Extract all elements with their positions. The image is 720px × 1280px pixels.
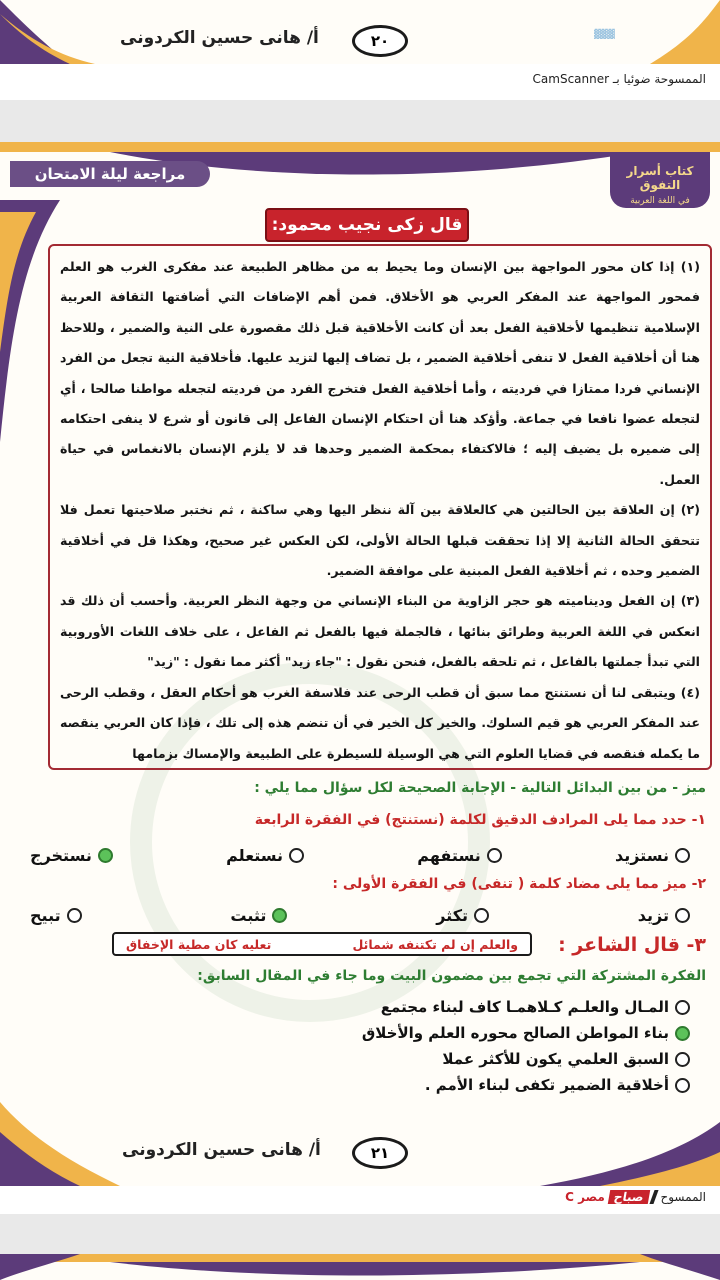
option-label: نستزيد [614,846,669,865]
main-page-number: ٢١ [352,1137,408,1169]
option-label: تكثر [436,906,468,925]
question-3-label: ٣- قال الشاعر : [558,934,706,956]
radio-icon[interactable] [289,848,304,863]
option-label: السبق العلمي يكون للأكثر عملا [442,1050,669,1068]
section-title: قال زكى نجيب محمود: [265,208,469,242]
main-author: أ/ هانى حسين الكردونى [122,1140,321,1160]
q1-option[interactable] [30,846,113,865]
radio-icon[interactable] [474,908,489,923]
option-label: تثبت [230,906,267,925]
logo-title: كتاب أسرار التفوق [626,164,694,192]
logo-subtitle: في اللغة العربية [630,196,690,206]
q3-option[interactable] [362,1024,690,1042]
radio-icon[interactable] [675,1052,690,1067]
radio-selected-icon[interactable] [675,1026,690,1041]
header-label: مراجعة ليلة الامتحان [10,161,210,187]
radio-icon[interactable] [675,908,690,923]
paragraph-4: (٤) ويتبقى لنا أن نستنتج مما سبق أن قطب الرحى عند فلاسفة الغرب هو أحكام العقل ، وقطب الرحى عند المفكر العربي هو قيم السلوك. والخير كل الخير في أن تنضم هذه إلى تلك ، فإذا كان العربي ينقصه ما يكمله فنقصه في قضايا العلوم التي هي الوسيلة للسيطرة على الطبيعة والإمساك بزمامها [60,684,700,761]
brand-red: صباح [608,1190,650,1204]
radio-icon[interactable] [675,1000,690,1015]
brand-rest: مصر C [565,1190,605,1204]
top-author: أ/ هانى حسين الكردونى [120,28,319,48]
option-label: نستفهم [417,846,481,865]
question-1: ١- حدد مما يلى المرادف الدقيق لكلمة (نستنتج) في الفقرة الرابعة [254,812,706,828]
q2-option[interactable] [436,906,489,925]
verse-first: والعلم إن لم تكتنفه شمائل [352,936,518,952]
article-box [48,244,712,770]
q2-option[interactable] [30,906,82,925]
option-label: نستخرج [30,846,92,865]
radio-icon[interactable] [487,848,502,863]
scan-label-bottom [565,1190,706,1204]
instruction: ميز - من بين البدائل التالية - الإجابة الصحيحة لكل سؤال مما يلي : [254,780,706,796]
radio-icon[interactable] [675,1078,690,1093]
top-page [0,0,720,64]
scan-prefix: الممسوح [660,1190,706,1204]
top-page-number: ٢٠ [352,25,408,57]
question-3: الفكرة المشتركة التي تجمع بين مضمون البيت وما جاء في المقال السابق: [197,968,706,984]
option-label: بناء المواطن الصالح محوره العلم والأخلاق [361,1024,669,1042]
radio-icon[interactable] [675,848,690,863]
q2-option[interactable] [638,906,690,925]
verse-second: تعليه كان مطية الإخفاق [126,936,272,952]
scan-label-top: الممسوحة ضوئيا بـ CamScanner [532,72,706,86]
q3-option[interactable] [381,998,690,1016]
q1-option[interactable] [417,846,501,865]
scan-strip-top [0,64,720,100]
paragraph-1: (١) إذا كان محور المواجهة بين الإنسان وما يحيط به من مظاهر الطبيعة عند مفكرى الغرب هو العلم فمحور المواجهة عند المفكر العربي هو الأخلاق. فمن أهم الإضافات التي أضافتها الثقافة العربية الإسلامية تنظيمها لأخلاقية الفعل بعد أن كانت الأخلاقية قبل ذلك مقصورة على النية والضمير ، وللاحظ هنا أن أخلاقية الفعل لا تنفى أخلاقية الضمير ، بل تضاف إليها لتزيد عليها. فأخلاقية النية تجعل من الفرد الإنساني فردا ممتازا في فرديته ، وأما أخلاقية الفعل فتخرج الفرد من فرديته لتجعله مواطنا صالحا ، أي لتجعله عضوا نافعا في جماعة. وأؤكد هنا أن احتكام الإنسان الفاعل إلى قانون أو شرع لا ينفى احتكامه إلى ضميره بل يضيف إليه ؛ فالاكتفاء بمحكمة الضمير وحدها قد لا يلزم الإنسان بالانغماس في حياة العمل. [60,259,700,487]
scan-strip-bottom [0,1186,720,1214]
radio-selected-icon[interactable] [272,908,287,923]
option-label: تزيد [637,906,669,925]
radio-icon[interactable] [67,908,82,923]
paragraph-2: (٢) إن العلاقة بين الحالتين هي كالعلاقة بين آلة ننظر اليها وهي ساكنة ، ثم نختبر صلاحيتها تعمل فلا تتحقق الحالة الثانية إلا إذا تحققت قبلها الحالة الأولى، لكن العكس غير صحيح، وهكذا قل في أخلاقية الضمير وحده ، ثم أخلاقية الفعل المبنية على موافقة الضمير. [60,502,700,579]
q1-option[interactable] [226,846,304,865]
q3-option[interactable] [442,1050,690,1068]
verse-box [112,932,532,956]
option-label: تبيح [30,906,61,925]
q3-option[interactable] [425,1076,690,1094]
question-2-options [30,906,690,925]
brand-divider [650,1190,659,1204]
option-label: أخلاقية الضمير تكفى لبناء الأمم . [424,1076,669,1094]
question-2: ٢- ميز مما يلى مضاد كلمة ( تنفى) في الفقرة الأولى : [332,876,706,892]
book-logo [610,152,710,208]
option-label: نستعلم [226,846,284,865]
q1-option[interactable] [615,846,690,865]
next-page [0,1254,720,1280]
q2-option[interactable] [230,906,287,925]
paragraph-3: (٣) إن الفعل وديناميته هو حجر الزاوية من البناء الإنساني من وجهة النظر العربية. وأحسب أن ذلك قد انعكس في اللغة العربية وطرائق بنائها ، فالجملة فيها بالفعل ثم الفاعل ، على خلاف اللغات الأوروبية التي تبدأ جملتها بالفاعل ، ثم تلحقه بالفعل، فنحن نقول : "جاء زيد" أكثر مما نقول : "زيد" [60,593,700,670]
question-1-options [30,846,690,865]
option-label: المـال والعلـم كـلاهمـا كاف لبناء مجتمع [380,998,669,1016]
radio-selected-icon[interactable] [98,848,113,863]
next-page-decoration [0,1254,720,1280]
top-corner-mark: ▓▓▓ [594,30,615,40]
